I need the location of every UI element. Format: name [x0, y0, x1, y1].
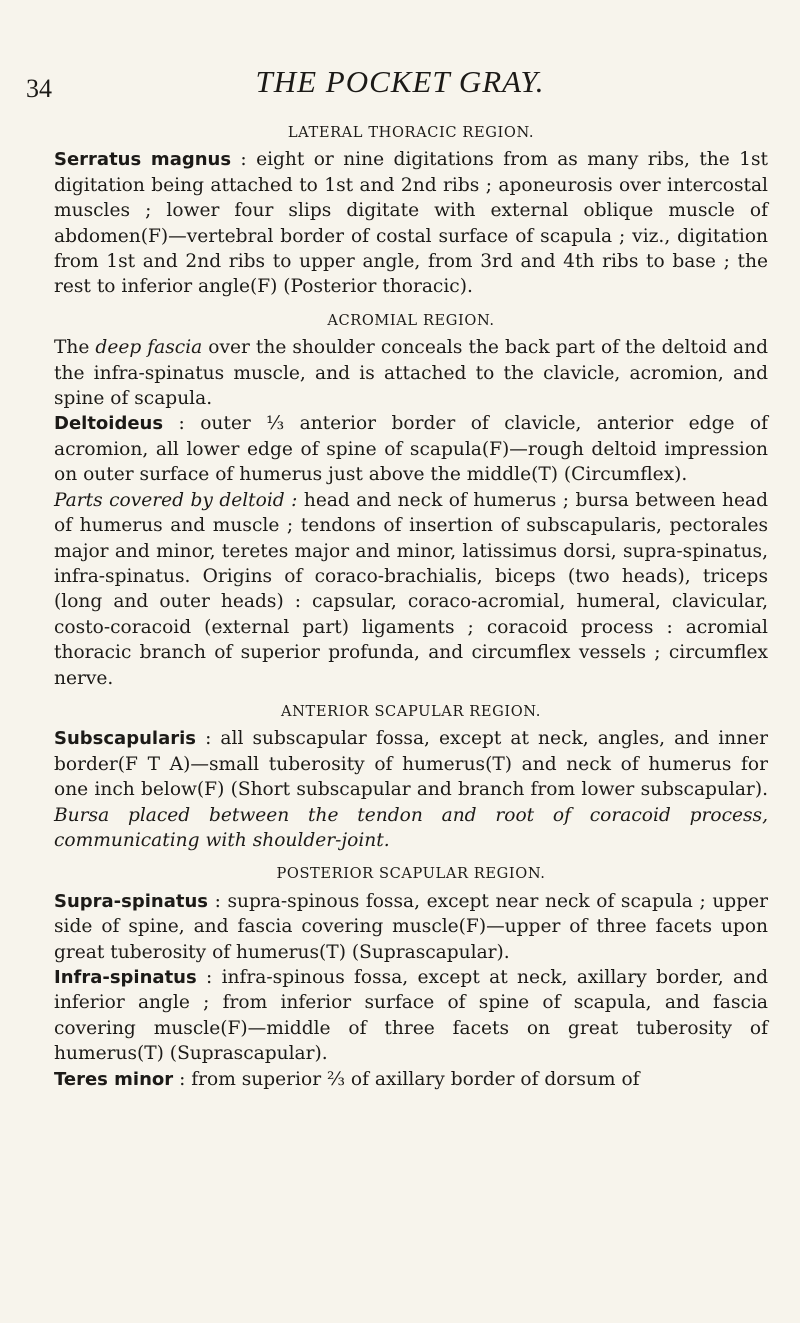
- section-heading-posterior-scapular: POSTERIOR SCAPULAR REGION.: [276, 865, 546, 883]
- paragraph-supra-spinatus: [54, 889, 768, 965]
- term-deltoideus: Deltoideus: [54, 413, 164, 435]
- term-supra-spinatus: Supra-spinatus: [54, 890, 209, 912]
- paragraph-deep-fascia: [54, 335, 768, 411]
- section-heading-acromial: ACROMIAL REGION.: [327, 311, 495, 329]
- term-parts-covered: Parts covered by deltoid :: [54, 489, 298, 511]
- text-supra-spinatus: : supra-spinous fossa, except near neck of scapula ; upper side of spine, and fascia covering muscle(F)—upper of three facets upon great tuberosity of humerus(T) (Suprascapular).: [54, 890, 768, 963]
- term-infra-spinatus: Infra-spinatus: [54, 967, 197, 988]
- paragraph-infra-spinatus: [54, 965, 768, 1067]
- running-title: THE POCKET GRAY.: [255, 64, 545, 99]
- page-body: [54, 120, 768, 1092]
- term-deep-fascia: deep fascia: [95, 337, 203, 359]
- text-parts-covered: head and neck of humerus ; bursa between head of humerus and muscle ; tendons of insertion of subscapularis, pectorales major and minor, teretes major and minor, latissimus dorsi, supra-spinatus, infra-spinatus. Origins of coraco-brachialis, biceps (two heads), triceps (long and outer heads) : capsular, coraco-acromial, humeral, clavicular, costo-coracoid (external part) ligaments ; coracoid process : acromial thoracic branch of superior profunda, and circumflex vessels ; circumflex nerve.: [54, 489, 768, 689]
- term-subscapularis: Subscapularis: [54, 728, 196, 750]
- text-teres-minor: : from superior ⅔ of axillary border of dorsum of: [173, 1068, 640, 1090]
- paragraph-teres-minor: [54, 1067, 768, 1092]
- text-deltoideus: : outer ⅓ anterior border of clavicle, anterior edge of acromion, all lower edge of spine of scapula(F)—rough deltoid impression on outer surface of humerus just above the middle(T) (Circumflex).: [54, 413, 768, 486]
- note-bursa: Bursa placed between the tendon and root of coracoid process, communicating with shoulder-joint.: [54, 804, 768, 851]
- paragraph-deltoideus: [54, 411, 768, 487]
- paragraph-subscapularis: [54, 726, 768, 853]
- paragraph-serratus-magnus: [54, 147, 768, 299]
- text-infra-spinatus: : infra-spinous fossa, except at neck, axillary border, and inferior angle ; from inferior surface of spine of scapula, and fascia covering muscle(F)—middle of three facets on great tuberosity of humerus(T) (Suprascapular).: [54, 967, 768, 1065]
- text-serratus-magnus: : eight or nine digitations from as many ribs, the 1st digitation being attached to 1st and 2nd ribs ; aponeurosis over intercostal muscles ; lower four slips digitate with external oblique muscle of abdomen(F)—vertebral border of costal surface of scapula ; viz., digitation from 1st and 2nd ribs to upper angle, from 3rd and 4th ribs to base ; the rest to inferior angle(F) (Posterior thoracic).: [54, 149, 768, 298]
- term-serratus-magnus: Serratus magnus: [54, 149, 232, 171]
- text-subscapularis: : all subscapular fossa, except at neck, angles, and inner border(F T A)—small tuberosity of humerus(T) and neck of humerus for one inch below(F) (Short subscapular and branch from lower subscapular).: [54, 728, 768, 801]
- text-deep-fascia: over the shoulder conceals the back part of the deltoid and the infra-spinatus muscle, and is attached to the clavicle, acromion, and spine of scapula.: [54, 337, 768, 410]
- paragraph-parts-covered: [54, 488, 768, 691]
- text-fascia-intro: The: [54, 337, 96, 359]
- section-heading-lateral-thoracic: LATERAL THORACIC REGION.: [287, 124, 535, 141]
- term-teres-minor: Teres minor: [54, 1068, 174, 1090]
- page-number: 34: [26, 74, 52, 103]
- section-heading-anterior-scapular: ANTERIOR SCAPULAR REGION.: [281, 702, 541, 720]
